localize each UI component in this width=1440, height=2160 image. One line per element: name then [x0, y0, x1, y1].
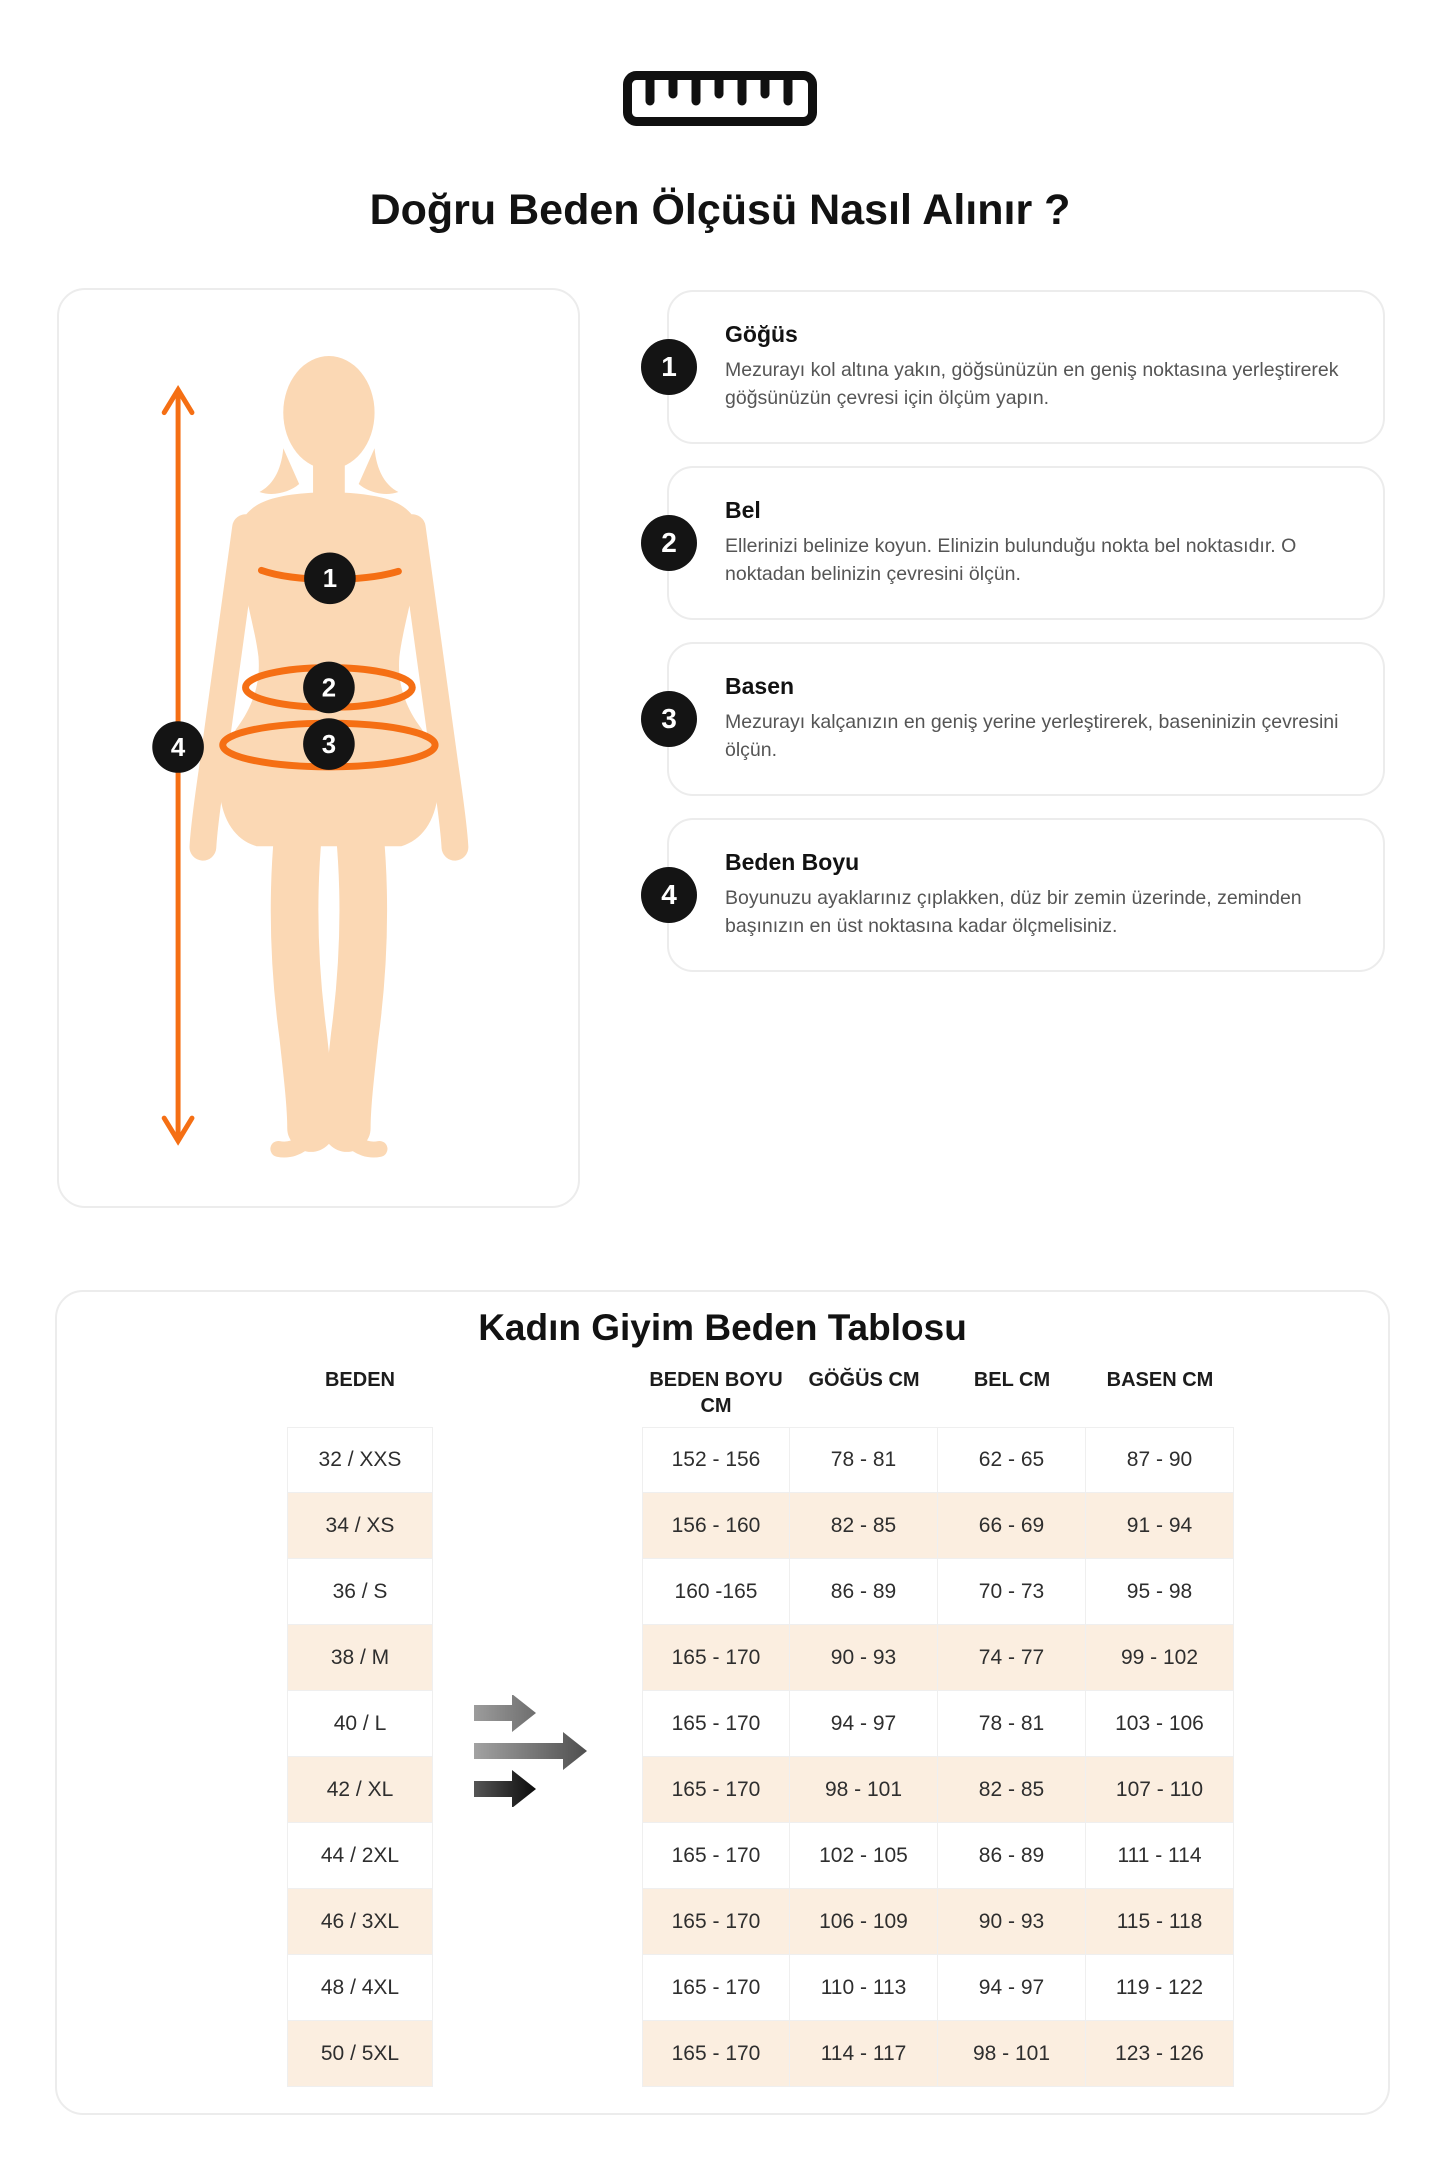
table-row [287, 1889, 1388, 1955]
value-cell: 106 - 109 [790, 1889, 938, 1955]
column-header-beden: BEDEN [324, 1369, 395, 1391]
value-cell: 78 - 81 [790, 1427, 938, 1493]
step-text: Mezurayı kalçanızın en geniş yerine yerleştirerek, baseninizin çevresini ölçün. [725, 711, 1339, 761]
value-cell: 156 - 160 [642, 1493, 790, 1559]
value-cell: 90 - 93 [938, 1889, 1086, 1955]
hip-marker [303, 718, 355, 770]
size-cell: 38 / M [287, 1625, 433, 1691]
size-cell: 34 / XS [287, 1493, 433, 1559]
value-cell: 94 - 97 [790, 1691, 938, 1757]
value-cell: 102 - 105 [790, 1823, 938, 1889]
table-row [287, 1427, 1388, 1493]
value-cell: 107 - 110 [1086, 1757, 1234, 1823]
value-cell: 70 - 73 [938, 1559, 1086, 1625]
step-title: Bel [725, 497, 761, 524]
value-cell: 165 - 170 [642, 1757, 790, 1823]
value-cell: 119 - 122 [1086, 1955, 1234, 2021]
table-row [287, 1625, 1388, 1691]
svg-text:4: 4 [170, 733, 186, 762]
size-cell: 46 / 3XL [287, 1889, 433, 1955]
size-table-title: Kadın Giyim Beden Tablosu [478, 1307, 967, 1348]
step-text: Boyunuzu ayaklarınız çıplakken, düz bir zemin üzerinde, zeminden başınızın en üst noktasına kadar ölçmelisiniz. [725, 887, 1302, 937]
value-cell: 82 - 85 [938, 1757, 1086, 1823]
instruction-list [661, 290, 1385, 972]
column-header-gogus: GÖĞÜS CM [808, 1369, 920, 1391]
value-cell: 165 - 170 [642, 1625, 790, 1691]
step-title: Göğüs [725, 321, 798, 348]
value-cell: 91 - 94 [1086, 1493, 1234, 1559]
value-cell: 94 - 97 [938, 1955, 1086, 2021]
column-header-bel: BEL CM [973, 1369, 1051, 1391]
value-cell: 86 - 89 [938, 1823, 1086, 1889]
table-row [287, 2021, 1388, 2087]
step-number-badge: 1 [641, 339, 697, 395]
size-table-rows [57, 1427, 1388, 2087]
value-cell: 95 - 98 [1086, 1559, 1234, 1625]
value-cell: 86 - 89 [790, 1559, 938, 1625]
step-title: Beden Boyu [725, 849, 860, 876]
value-cell: 90 - 93 [790, 1625, 938, 1691]
ruler-icon [0, 70, 1440, 128]
column-header-boy: BEDEN BOYU CM [649, 1369, 783, 1417]
value-cell: 165 - 170 [642, 2021, 790, 2087]
step-title: Basen [725, 673, 795, 700]
step-text: Mezurayı kol altına yakın, göğsünüzün en geniş noktasına yerleştirerek göğsünüzün çevresi için ölçüm yapın. [725, 359, 1339, 409]
svg-text:2: 2 [321, 674, 337, 703]
size-table-card [55, 1290, 1390, 2115]
step-number-badge: 3 [641, 691, 697, 747]
svg-text:3: 3 [321, 730, 337, 759]
value-cell: 66 - 69 [938, 1493, 1086, 1559]
step-number-badge: 4 [641, 867, 697, 923]
value-cell: 165 - 170 [642, 1955, 790, 2021]
value-cell: 110 - 113 [790, 1955, 938, 2021]
value-cell: 78 - 81 [938, 1691, 1086, 1757]
value-cell: 74 - 77 [938, 1625, 1086, 1691]
instruction-card-gogus [661, 290, 1385, 444]
value-cell: 123 - 126 [1086, 2021, 1234, 2087]
ruler-icon [622, 70, 818, 128]
value-cell: 99 - 102 [1086, 1625, 1234, 1691]
step-number-badge: 2 [641, 515, 697, 571]
table-row [287, 1691, 1388, 1757]
value-cell: 114 - 117 [790, 2021, 938, 2087]
size-cell: 44 / 2XL [287, 1823, 433, 1889]
size-cell: 32 / XXS [287, 1427, 433, 1493]
size-cell: 50 / 5XL [287, 2021, 433, 2087]
value-cell: 152 - 156 [642, 1427, 790, 1493]
svg-text:1: 1 [322, 565, 338, 594]
page-title: Doğru Beden Ölçüsü Nasıl Alınır ? [369, 186, 1071, 234]
value-cell: 103 - 106 [1086, 1691, 1234, 1757]
value-cell: 160 -165 [642, 1559, 790, 1625]
size-cell: 40 / L [287, 1691, 433, 1757]
chest-marker [304, 553, 356, 605]
value-cell: 98 - 101 [938, 2021, 1086, 2087]
height-marker [152, 721, 204, 773]
size-transfer-arrows-icon [474, 1695, 596, 1807]
value-cell: 82 - 85 [790, 1493, 938, 1559]
value-cell: 87 - 90 [1086, 1427, 1234, 1493]
value-cell: 62 - 65 [938, 1427, 1086, 1493]
size-cell: 42 / XL [287, 1757, 433, 1823]
waist-marker [303, 662, 355, 714]
value-cell: 111 - 114 [1086, 1823, 1234, 1889]
instruction-card-basen [661, 642, 1385, 796]
size-cell: 48 / 4XL [287, 1955, 433, 2021]
table-row [287, 1823, 1388, 1889]
step-text: Ellerinizi belinize koyun. Elinizin bulunduğu nokta bel noktasıdır. O noktadan belinizin çevresini ölçün. [725, 535, 1297, 585]
table-row [287, 1493, 1388, 1559]
size-table-header [287, 1365, 1388, 1427]
column-header-basen: BASEN CM [1106, 1369, 1214, 1391]
table-row [287, 1559, 1388, 1625]
table-row [287, 1757, 1388, 1823]
value-cell: 165 - 170 [642, 1823, 790, 1889]
measurement-figure-panel [57, 288, 580, 1208]
value-cell: 98 - 101 [790, 1757, 938, 1823]
value-cell: 115 - 118 [1086, 1889, 1234, 1955]
instruction-card-bel [661, 466, 1385, 620]
instruction-card-beden-boyu [661, 818, 1385, 972]
table-row [287, 1955, 1388, 2021]
size-cell: 36 / S [287, 1559, 433, 1625]
body-measurement-figure [59, 290, 578, 1206]
value-cell: 165 - 170 [642, 1889, 790, 1955]
value-cell: 165 - 170 [642, 1691, 790, 1757]
